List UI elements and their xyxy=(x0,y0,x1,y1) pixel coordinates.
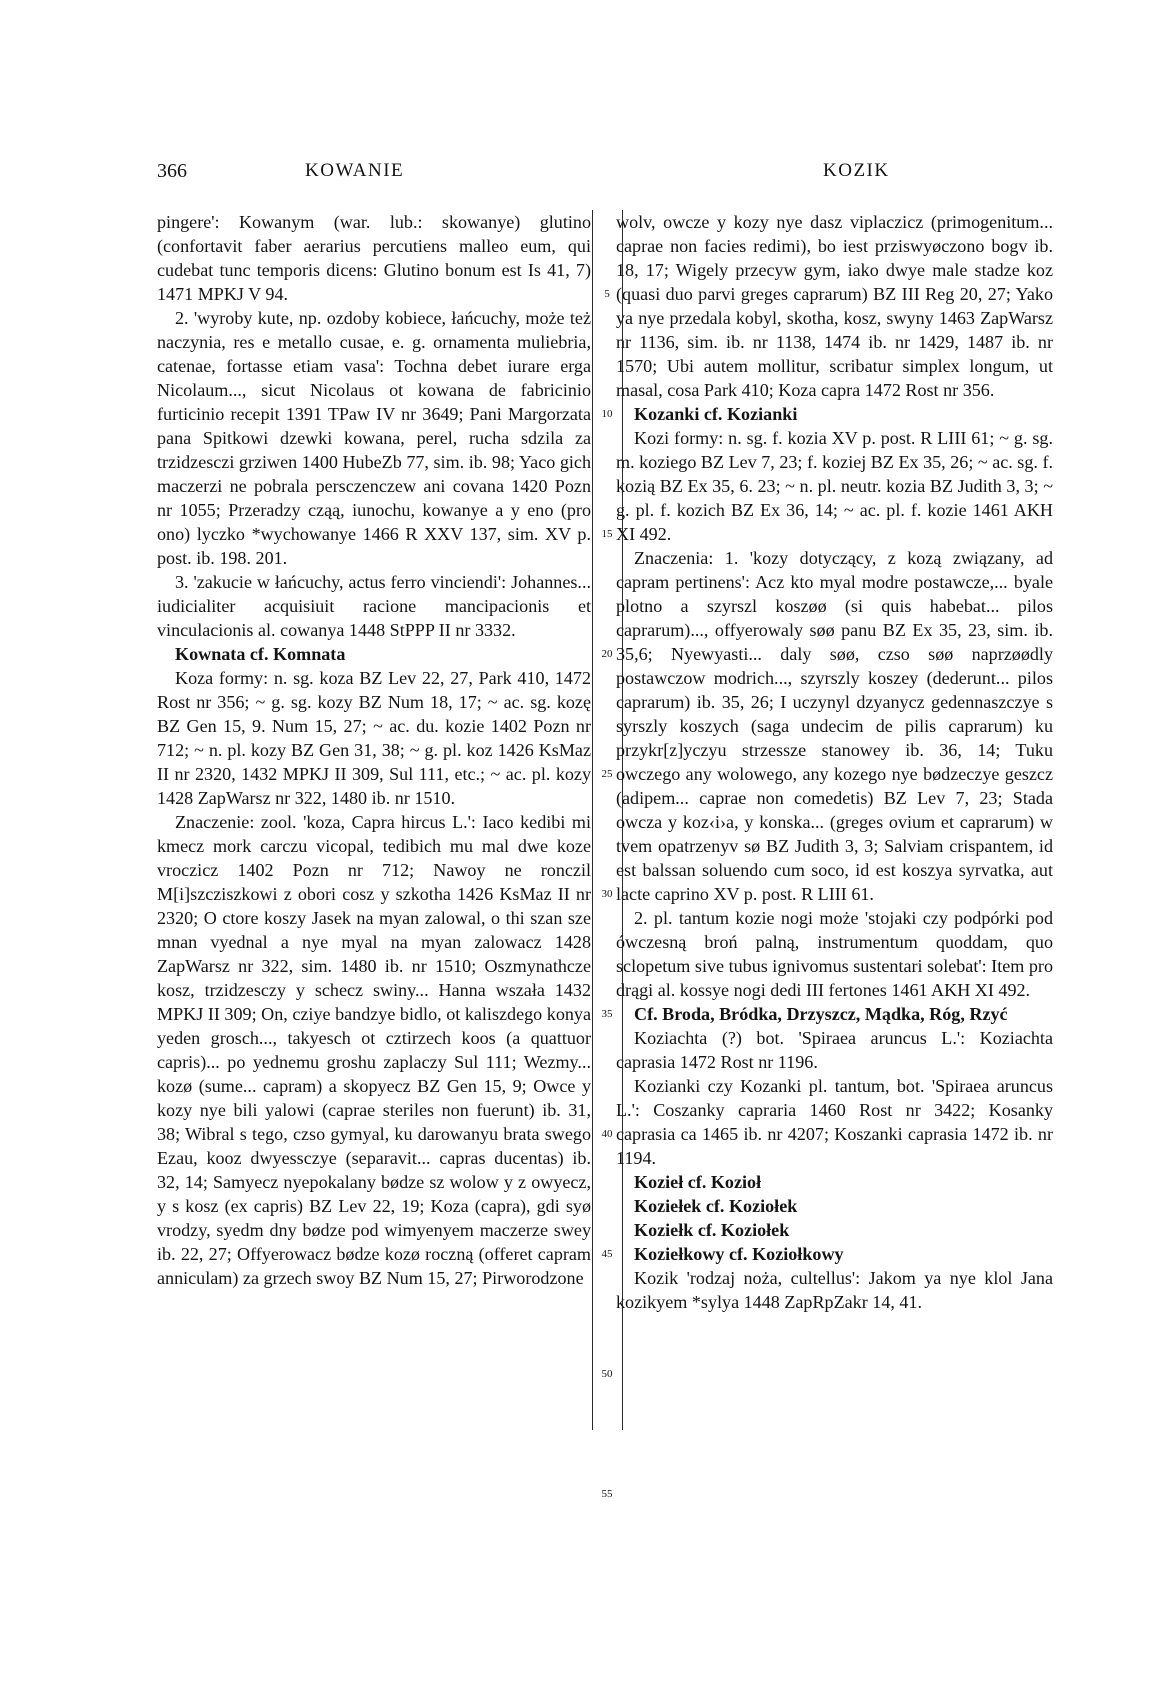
entry-paragraph: 2. pl. tantum kozie nogi może 'stojaki czy podpórki pod ówczesną broń palną, instrumentum quoddam, quo sclopetum sive tubus ignivomus sustentari solebat': Item pro drągi al. kossye nogi dedi III fertones 1461 AKH XI 492. xyxy=(616,908,1053,1000)
cross-reference: Cf. Broda, Bródka, Drzyszcz, Mądka, Róg, Rzyć xyxy=(634,1004,1008,1024)
entry-paragraph: Kozianki czy Kozanki pl. tantum, bot. 'Spiraea aruncus L.': Coszanky capraria 1460 Rost nr 3422; Kosanky caprasia ca 1465 ib. nr 4207; Koszanki caprasia 1472 ib. nr 1194. xyxy=(616,1076,1053,1168)
entry-headword: Koziełek cf. Koziołek xyxy=(634,1196,798,1216)
line-number: 40 xyxy=(601,1128,613,1140)
left-column xyxy=(157,210,591,1290)
entry-headword: Kozieł cf. Kozioł xyxy=(634,1172,762,1192)
entry-paragraph: Koziachta (?) bot. 'Spiraea aruncus L.': Koziachta caprasia 1472 Rost nr 1196. xyxy=(616,1028,1053,1072)
entry-paragraph: wolv, owcze y kozy nye dasz viplaczicz (primogenitum... caprae non facies redimi), bo iest prziswyøczono bogv ib. 18, 17; Wigely przecyw gym, iako dwye male stadze koz (quasi duo parvi greges caprarum) BZ III Reg 20, 27; Yako ya nye przedala kobyl, skotha, kosz, swyny 1463 ZapWarsz nr 1136, sim. ib. nr 1138, 1474 ib. nr 1429, 1487 ib. nr 1570; Ubi autem mollitur, scribatur simplex longum, ut masal, cosa Park 410; Koza capra 1472 Rost nr 356. xyxy=(616,212,1053,400)
line-number: 45 xyxy=(601,1248,613,1260)
page-number: 366 xyxy=(157,160,187,182)
line-number: 25 xyxy=(601,768,613,780)
line-number: 20 xyxy=(601,648,613,660)
left-running-head: KOWANIE xyxy=(305,160,405,181)
entry-paragraph: Znaczenie: zool. 'koza, Capra hircus L.': Iaco kedibi mi kmecz mork carczu vicopal, tedibich mu mal dwe koze vroczicz 1402 Pozn nr 712; Nawoy ne ronczil M[i]szcziszkowi z obori cosz y szkotha 1426 KsMaz II nr 2320; O ctore koszy Jasek na myan zalowal, o thi szan sze mnan vyednal a nye myal na myan zalowacz 1428 ZapWarsz nr 322, sim. 1480 ib. nr 1510; Oszmynathcze kosz, trzidzesczy y schecz swiny... Hanna wszała 1432 MPKJ II 309; On, cziye bandzye bidlo, ot kaliszdego konya yeden grosch..., takyesch ot cztirzech koos (a quattuor capris)... po yednemu groshu zaplaczy Sul 111; Wezmy... kozø (sume... capram) a skopyecz BZ Gen 15, 9; Owce y kozy nye bili yalowi (caprae steriles non fuerunt) ib. 31, 38; Wibral s tego, czso gymyal, ku darowanyu brata swego Ezau, kooz dwyessczye (separavit... capras ducentas) ib. 32, 14; Samyecz nyepokalany bødze sz wolow y z owyecz, y s kosz (ex capris) BZ Lev 22, 19; Koza (capra), gdi syø vrodzy, syedm dny bødze pod wimyenyem maczerze swey ib. 22, 27; Offyerowacz bødze kozø roczną (offeret capram anniculam) za grzech swoy BZ Num 15, 27; Pirworodzone xyxy=(157,812,591,1288)
line-number: 5 xyxy=(604,288,610,300)
line-number: 10 xyxy=(601,408,613,420)
entry-paragraph: Kozi formy: n. sg. f. kozia XV p. post. R LIII 61; ~ g. sg. m. koziego BZ Lev 7, 23; f. koziej BZ Ex 35, 26; ~ ac. sg. f. kozią BZ Ex 35, 6. 23; ~ n. pl. neutr. kozia BZ Judith 3, 3; ~ g. pl. f. kozich BZ Ex 36, 14; ~ ac. pl. f. kozie 1461 AKH XI 492. xyxy=(616,428,1053,544)
entry-paragraph: 2. 'wyroby kute, np. ozdoby kobiece, łańcuchy, może też naczynia, res e metallo cusae, e. g. ornamenta muliebria, catenae, fortasse etiam vasa': Tochna debet iurare erga Nicolaum..., sicut Nicolaus ot kowana de fabricinio furticinio recepit 1391 TPaw IV nr 3649; Pani Margorzata pana Spitkowi dzewki kowana, perel, rucha sdzila za trzidzesczi grziwen 1400 HubeZb 77, sim. ib. 98; Yaco gich maczerzi ne pobrala persczenczew ani covana 1420 Pozn nr 1055; Przeradzy cząą, iunochu, kowanye a y eno (pro ono) lyczko *wychowanye 1466 R XXV 137, sim. XV p. post. ib. 198. 201. xyxy=(157,308,591,568)
entry-paragraph: pingere': Kowanym (war. lub.: skowanye) glutino (confortavit faber aerarius percutiens malleo eum, qui cudebat tunc temporis dicens: Glutino bonum est Is 41, 7) 1471 MPKJ V 94. xyxy=(157,212,591,304)
entry-headword: Koziełkowy cf. Koziołkowy xyxy=(634,1244,844,1264)
column-rule-left xyxy=(592,210,593,1430)
entry-paragraph: Znaczenia: 1. 'kozy dotyczący, z kozą związany, ad capram pertinens': Acz kto myal modre postawcze,... byale plotno a szyrszl koszøø (si quis habebat... pilos caprarum)..., offyerowaly søø panu BZ Ex 35, 23, sim. ib. 35,6; Nyewyasti... daly søø, czso søø naprzøødly postawczow modrich..., szyrszly koszey (dederunt... pilos caprarum) ib. 35, 26; I uczynyl dzyanycz gedennaszczye s syrszly koszych (saga undecim de pilis caprarum) ku przykr[z]yczyu strzessze stanowey ib. 36, 14; Tuku owczego any wolowego, any kozego nye bødzeczye geszcz (adipem... caprae non comedetis) BZ Lev 7, 23; Stada owcza y koz‹i›a, y konska... (greges ovium et caprarum) w tvem opatrzenyv sø BZ Judith 3, 3; Salviam crispantem, id est balssan soluendo cum soco, id est koszya syrvatka, aut lacte caprino XV p. post. R LIII 61. xyxy=(616,548,1053,904)
entry-paragraph: Koza formy: n. sg. koza BZ Lev 22, 27, Park 410, 1472 Rost nr 356; ~ g. sg. kozy BZ Num 18, 17; ~ ac. sg. kozę BZ Gen 15, 9. Num 15, 27; ~ ac. du. kozie 1402 Pozn nr 712; ~ n. pl. kozy BZ Gen 31, 38; ~ g. pl. koz 1426 KsMaz II nr 2320, 1432 MPKJ II 309, Sul 111, etc.; ~ ac. pl. kozy 1428 ZapWarsz nr 322, 1480 ib. nr 1510. xyxy=(157,668,591,808)
entry-headword: Kozanki cf. Kozianki xyxy=(634,404,798,424)
line-number: 50 xyxy=(601,1368,613,1380)
line-number: 35 xyxy=(601,1008,613,1020)
entry-headword: Koziełk cf. Koziołek xyxy=(634,1220,790,1240)
line-number: 55 xyxy=(601,1488,613,1500)
right-running-head: KOZIK xyxy=(823,160,890,181)
line-number: 30 xyxy=(601,888,613,900)
right-column xyxy=(616,210,1053,1314)
running-header xyxy=(0,160,1172,190)
entry-headword: Kownata cf. Komnata xyxy=(175,644,346,664)
entry-paragraph: 3. 'zakucie w łańcuchy, actus ferro vinciendi': Johannes... iudicialiter acquisiuit racione mancipacionis et vinculacionis al. cowanya 1448 StPPP II nr 3332. xyxy=(157,572,591,640)
line-number: 15 xyxy=(601,528,613,540)
entry-paragraph: Kozik 'rodzaj noża, cultellus': Jakom ya nye klol Jana kozikyem *sylya 1448 ZapRpZakr 14, 41. xyxy=(616,1268,1053,1312)
